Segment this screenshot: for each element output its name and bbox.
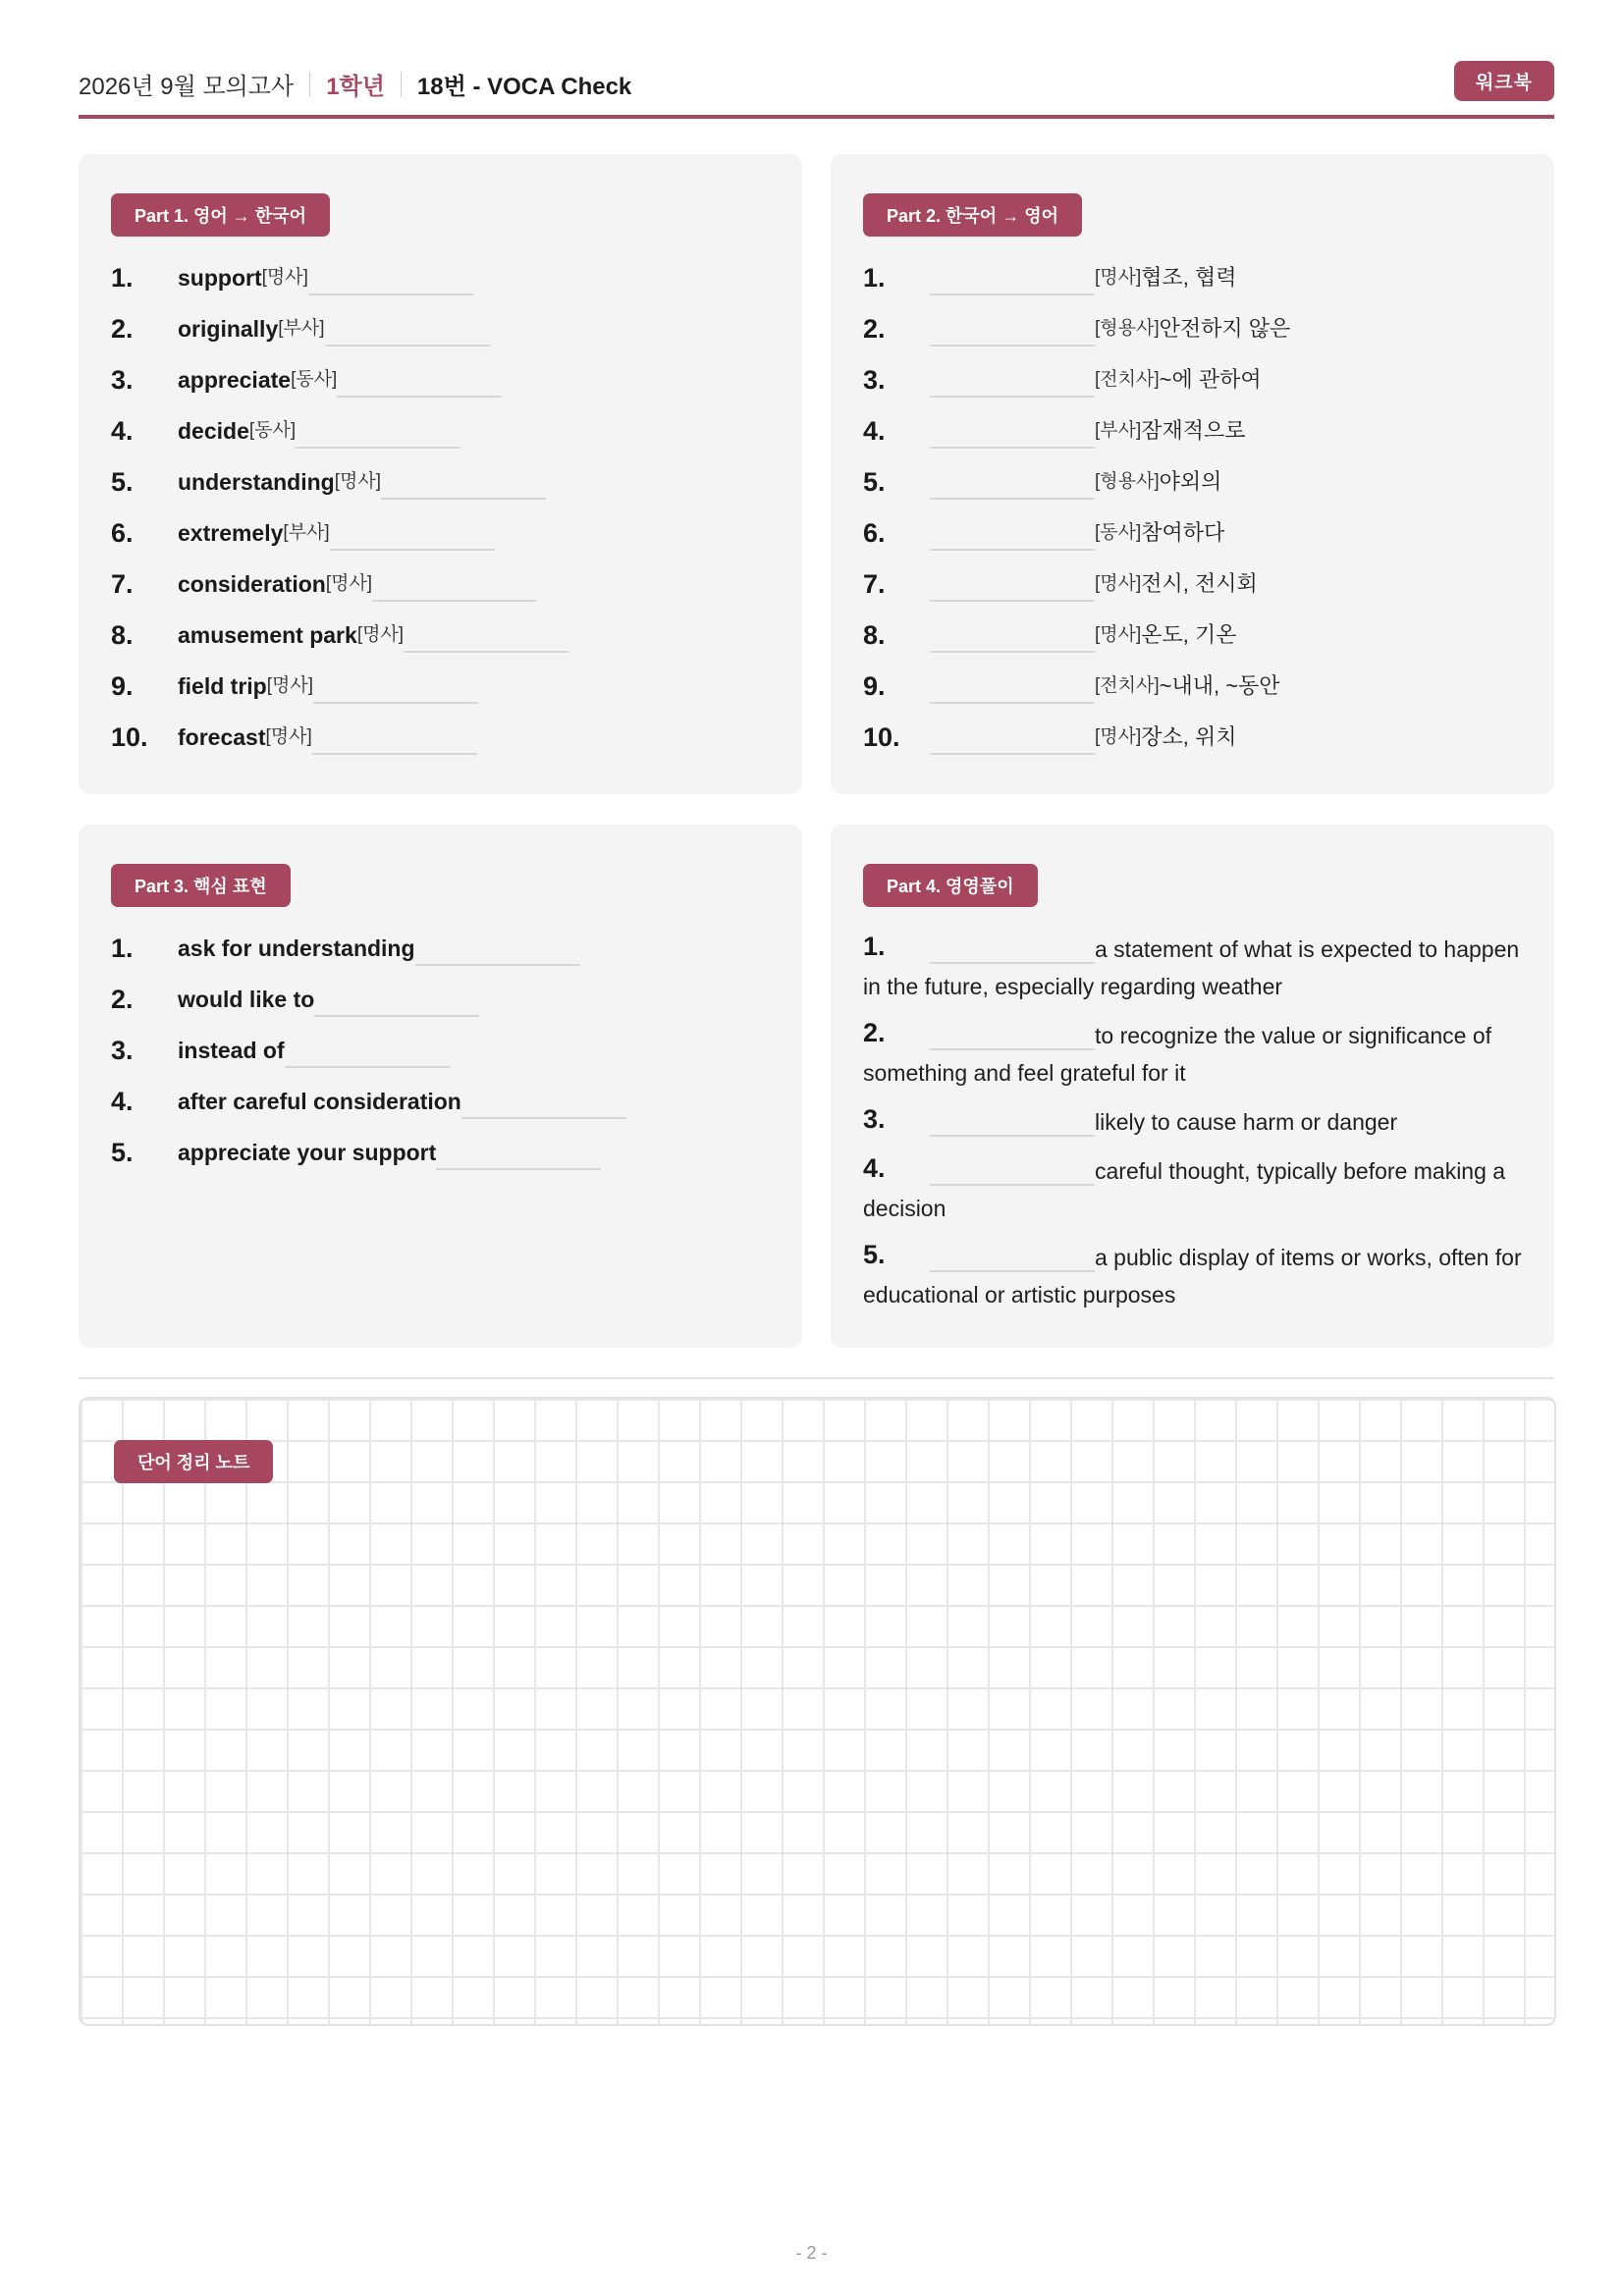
item-number: 9.: [863, 671, 886, 701]
english-word: originally: [178, 316, 279, 342]
grade-label: 1학년: [326, 74, 385, 100]
part1-item: [111, 721, 770, 773]
part-of-speech: [명사]: [334, 471, 382, 492]
part4-panel: [831, 825, 1554, 1348]
part2-item: [863, 313, 1522, 364]
item-number: 2.: [111, 314, 134, 344]
vocab-notes-grid[interactable]: [79, 1397, 1556, 2026]
item-number: 2.: [863, 314, 886, 344]
part2-item: [863, 262, 1522, 313]
part1-item: [111, 568, 770, 619]
answer-blank[interactable]: [325, 315, 490, 347]
english-word: understanding: [178, 469, 335, 495]
item-number: 3.: [111, 365, 134, 395]
section-divider: [79, 1377, 1554, 1379]
key-phrase: after careful consideration: [178, 1089, 461, 1114]
item-number: 2.: [111, 985, 134, 1014]
answer-blank[interactable]: [381, 468, 546, 500]
key-phrase: appreciate your support: [178, 1140, 437, 1165]
key-phrase: would like to: [178, 987, 315, 1012]
part-of-speech: [명사]: [1095, 573, 1142, 594]
answer-blank[interactable]: [930, 417, 1095, 449]
item-number: 1.: [863, 263, 886, 293]
part4-item: [863, 1017, 1522, 1092]
part-of-speech: [명사]: [356, 624, 405, 645]
item-number: 7.: [111, 569, 134, 599]
part2-tag: Part 2. 한국어 → 영어: [863, 193, 1082, 237]
korean-meaning: 협조, 협력: [1141, 265, 1237, 290]
answer-blank[interactable]: [930, 1243, 1095, 1272]
item-number: 1.: [111, 934, 134, 963]
answer-blank[interactable]: [930, 1021, 1095, 1050]
part2-item: [863, 721, 1522, 773]
part-of-speech: [동사]: [1095, 522, 1142, 543]
answer-blank[interactable]: [930, 468, 1095, 500]
part-of-speech: [명사]: [325, 573, 373, 594]
english-word: consideration: [178, 571, 326, 597]
part3-item: [111, 1086, 770, 1137]
part2-item: [863, 568, 1522, 619]
item-number: 4.: [111, 1087, 134, 1116]
part-of-speech: [전치사]: [1095, 675, 1160, 696]
answer-blank[interactable]: [930, 366, 1095, 398]
part1-panel: [79, 154, 802, 794]
exam-name: 2026년 9월 모의고사: [79, 74, 295, 100]
part2-panel: [831, 154, 1554, 794]
part4-item: [863, 1103, 1522, 1141]
page-title: 18번 - VOCA Check: [416, 74, 632, 100]
answer-blank[interactable]: [337, 366, 502, 398]
item-number: 1.: [863, 932, 886, 961]
part2-item: [863, 517, 1522, 568]
part1-item: [111, 415, 770, 466]
english-definition: likely to cause harm or danger: [1095, 1109, 1398, 1135]
answer-blank[interactable]: [930, 1156, 1095, 1186]
korean-meaning: ~에 관하여: [1159, 367, 1262, 392]
part3-panel: [79, 825, 802, 1348]
key-phrase: instead of: [178, 1038, 285, 1063]
answer-blank[interactable]: [930, 934, 1095, 964]
item-number: 5.: [111, 467, 134, 497]
part2-item: [863, 415, 1522, 466]
part-of-speech: [명사]: [265, 726, 312, 747]
part4-tag: Part 4. 영영풀이: [863, 864, 1038, 907]
item-number: 6.: [863, 518, 886, 548]
item-number: 4.: [863, 1153, 886, 1183]
part-of-speech: [형용사]: [1095, 318, 1160, 339]
part2-item: [863, 670, 1522, 721]
part1-tag: Part 1. 영어 → 한국어: [111, 193, 330, 237]
item-number: 8.: [863, 620, 886, 650]
part1-item: [111, 670, 770, 721]
part-of-speech: [명사]: [1095, 267, 1142, 288]
notes-tag: 단어 정리 노트: [114, 1440, 273, 1483]
part-of-speech: [부사]: [1095, 420, 1142, 441]
header-separator: [401, 72, 402, 97]
part-of-speech: [동사]: [248, 420, 297, 441]
item-number: 3.: [863, 1104, 886, 1134]
answer-blank[interactable]: [372, 570, 537, 602]
english-word: amusement park: [178, 622, 357, 648]
english-word: field trip: [178, 673, 267, 699]
item-number: 5.: [863, 467, 886, 497]
answer-blank[interactable]: [436, 1139, 601, 1170]
item-number: 5.: [111, 1138, 134, 1167]
answer-blank[interactable]: [313, 672, 478, 704]
header-info: [79, 67, 631, 101]
item-number: 2.: [863, 1018, 886, 1047]
answer-blank[interactable]: [308, 264, 473, 295]
part-of-speech: [명사]: [1095, 726, 1142, 747]
part-of-speech: [동사]: [291, 369, 338, 390]
header-separator: [309, 72, 310, 97]
answer-blank[interactable]: [404, 621, 568, 653]
workbook-badge: 워크북: [1454, 61, 1554, 101]
item-number: 10.: [863, 722, 900, 752]
page-number: - 2 -: [795, 2243, 828, 2263]
answer-blank[interactable]: [285, 1037, 450, 1068]
english-word: support: [178, 265, 262, 291]
part-of-speech: [부사]: [278, 318, 325, 339]
part4-list: [863, 931, 1522, 1325]
answer-blank[interactable]: [930, 621, 1095, 653]
item-number: 1.: [111, 263, 134, 293]
english-word: extremely: [178, 520, 284, 546]
item-number: 3.: [863, 365, 886, 395]
answer-blank[interactable]: [312, 723, 477, 755]
part2-list: [863, 262, 1522, 773]
korean-meaning: 야외의: [1159, 469, 1222, 494]
part1-item: [111, 619, 770, 670]
part2-item: [863, 364, 1522, 415]
english-definition: a statement of what is expected to happen in the future, especially regarding weather: [863, 936, 1520, 999]
korean-meaning: 장소, 위치: [1141, 724, 1237, 749]
english-definition: to recognize the value or significance of something and feel grateful for it: [863, 1023, 1492, 1086]
english-word: forecast: [178, 724, 266, 750]
korean-meaning: 온도, 기온: [1141, 622, 1237, 647]
english-definition: careful thought, typically before making a decision: [863, 1158, 1506, 1221]
korean-meaning: ~내내, ~동안: [1159, 673, 1280, 698]
header-rule: [79, 115, 1554, 119]
part-of-speech: [명사]: [266, 675, 314, 696]
english-definition: a public display of items or works, often for educational or artistic purposes: [863, 1245, 1522, 1308]
item-number: 10.: [111, 722, 148, 752]
answer-blank[interactable]: [314, 986, 479, 1017]
part2-item: [863, 619, 1522, 670]
item-number: 9.: [111, 671, 134, 701]
part3-item: [111, 1035, 770, 1086]
part2-item: [863, 466, 1522, 517]
part4-item: [863, 1239, 1522, 1313]
key-phrase: ask for understanding: [178, 935, 415, 961]
item-number: 7.: [863, 569, 886, 599]
part1-item: [111, 313, 770, 364]
part3-item: [111, 984, 770, 1035]
answer-blank[interactable]: [930, 315, 1095, 347]
part-of-speech: [전치사]: [1095, 369, 1160, 390]
korean-meaning: 안전하지 않은: [1159, 316, 1291, 341]
part3-item: [111, 933, 770, 984]
item-number: 3.: [111, 1036, 134, 1065]
part3-item: [111, 1137, 770, 1188]
part1-list: [111, 262, 770, 773]
answer-blank[interactable]: [930, 519, 1095, 551]
item-number: 4.: [111, 416, 134, 446]
answer-blank[interactable]: [930, 723, 1095, 755]
part1-item: [111, 517, 770, 568]
part3-tag: Part 3. 핵심 표현: [111, 864, 291, 907]
part-of-speech: [명사]: [1095, 624, 1142, 645]
english-word: decide: [178, 418, 249, 444]
part1-item: [111, 262, 770, 313]
part4-item: [863, 931, 1522, 1005]
part1-item: [111, 466, 770, 517]
answer-blank[interactable]: [930, 570, 1095, 602]
korean-meaning: 전시, 전시회: [1141, 571, 1258, 596]
answer-blank[interactable]: [930, 672, 1095, 704]
item-number: 6.: [111, 518, 134, 548]
item-number: 4.: [863, 416, 886, 446]
answer-blank[interactable]: [296, 417, 460, 449]
answer-blank[interactable]: [330, 519, 495, 551]
part4-item: [863, 1152, 1522, 1227]
korean-meaning: 참여하다: [1141, 520, 1225, 545]
answer-blank[interactable]: [930, 1107, 1095, 1137]
part-of-speech: [형용사]: [1095, 471, 1160, 492]
answer-blank[interactable]: [461, 1088, 626, 1119]
answer-blank[interactable]: [930, 264, 1095, 295]
part1-item: [111, 364, 770, 415]
part-of-speech: [부사]: [283, 522, 330, 543]
english-word: appreciate: [178, 367, 292, 393]
answer-blank[interactable]: [415, 934, 580, 966]
korean-meaning: 잠재적으로: [1141, 418, 1246, 443]
item-number: 5.: [863, 1240, 886, 1269]
part3-list: [111, 933, 770, 1188]
page-header: [79, 61, 1554, 116]
item-number: 8.: [111, 620, 134, 650]
part-of-speech: [명사]: [261, 267, 308, 288]
